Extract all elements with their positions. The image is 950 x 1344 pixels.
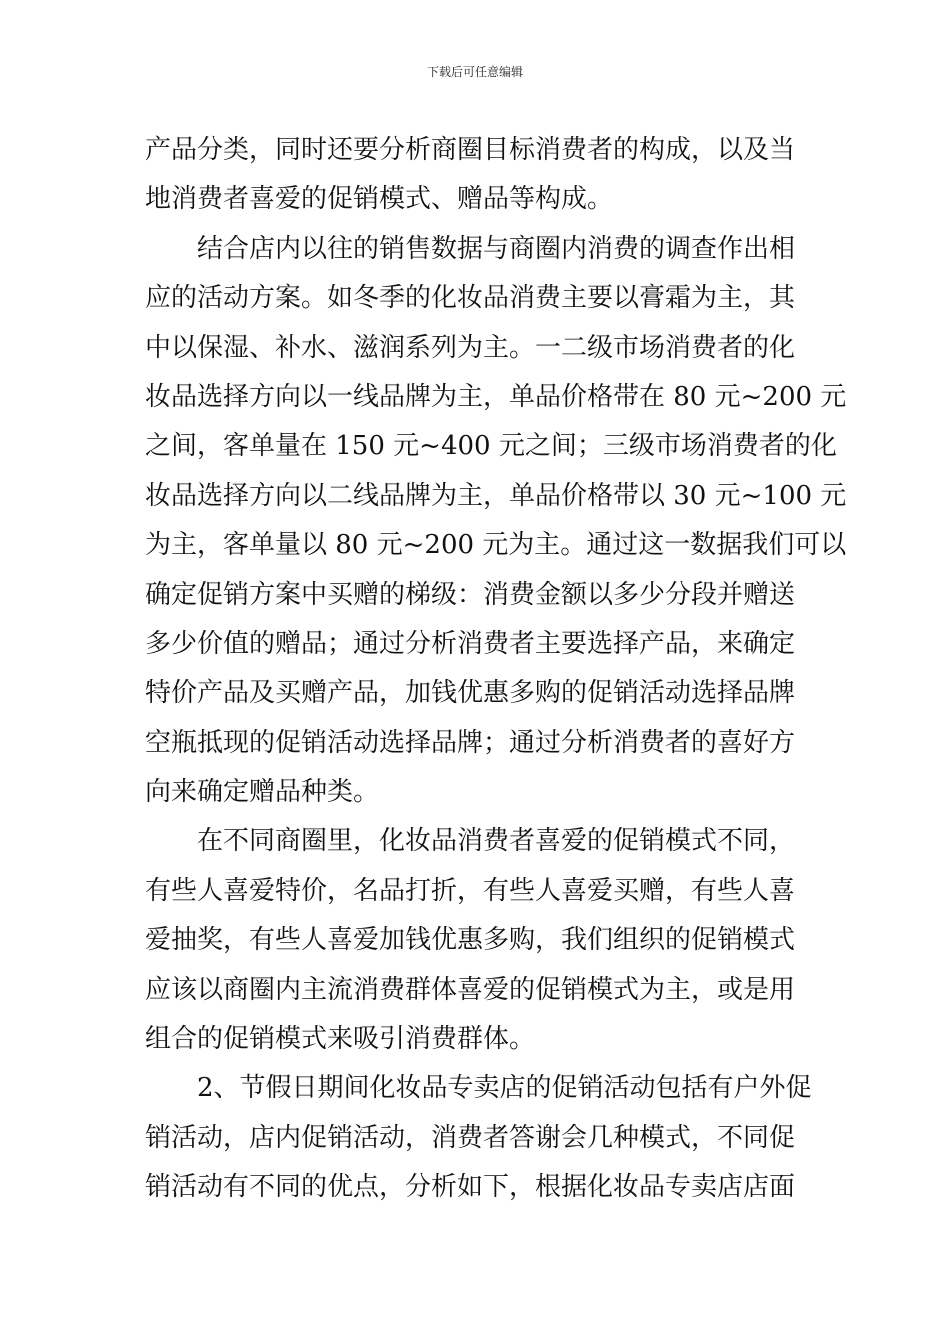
paragraph-3 xyxy=(145,817,807,1064)
text-line: 有些人喜爱特价，名品打折，有些人喜爱买赠，有些人喜 xyxy=(145,875,796,906)
paragraph-2 xyxy=(145,225,847,818)
text-line: 妆品选择方向以一线品牌为主，单品价格带在 80 元~200 元 xyxy=(145,381,847,412)
text-line: 确定促销方案中买赠的梯级：消费金额以多少分段并赠送 xyxy=(145,579,796,610)
text-line: 2、节假日期间化妆品专卖店的促销活动包括有户外促 xyxy=(197,1073,812,1104)
page-header: 下载后可任意编辑 xyxy=(426,65,523,79)
document-body xyxy=(145,126,847,1213)
text-line: 销活动，店内促销活动，消费者答谢会几种模式，不同促 xyxy=(145,1122,796,1153)
text-line: 销活动有不同的优点，分析如下，根据化妆品专卖店店面 xyxy=(145,1172,796,1203)
paragraph-1 xyxy=(145,126,807,225)
text-line: 为主，客单量以 80 元~200 元为主。通过这一数据我们可以 xyxy=(145,530,847,561)
text-line: 爱抽奖，有些人喜爱加钱优惠多购，我们组织的促销模式 xyxy=(145,925,796,956)
text-line: 特价产品及买赠产品，加钱优惠多购的促销活动选择品牌 xyxy=(145,678,796,709)
text-line: 应的活动方案。如冬季的化妆品消费主要以膏霜为主，其 xyxy=(145,283,796,314)
text-line: 产品分类，同时还要分析商圈目标消费者的构成，以及当 xyxy=(145,135,796,165)
text-line: 结合店内以往的销售数据与商圈内消费的调查作出相 xyxy=(197,233,796,264)
text-line: 地消费者喜爱的促销模式、赠品等构成。 xyxy=(145,184,614,215)
text-line: 组合的促销模式来吸引消费群体。 xyxy=(145,1024,536,1055)
text-line: 之间，客单量在 150 元~400 元之间；三级市场消费者的化 xyxy=(145,431,837,462)
text-line: 中以保湿、补水、滋润系列为主。一二级市场消费者的化 xyxy=(145,332,796,363)
text-line: 空瓶抵现的促销活动选择品牌；通过分析消费者的喜好方 xyxy=(145,727,796,758)
text-line: 应该以商圈内主流消费群体喜爱的促销模式为主，或是用 xyxy=(145,974,796,1005)
text-line: 多少价值的赠品；通过分析消费者主要选择产品，来确定 xyxy=(145,628,796,659)
text-line: 向来确定赠品种类。 xyxy=(145,777,380,808)
text-line: 在不同商圈里，化妆品消费者喜爱的促销模式不同， xyxy=(197,826,796,857)
text-line: 妆品选择方向以二线品牌为主，单品价格带以 30 元~100 元 xyxy=(145,480,847,511)
paragraph-4 xyxy=(145,1064,812,1212)
